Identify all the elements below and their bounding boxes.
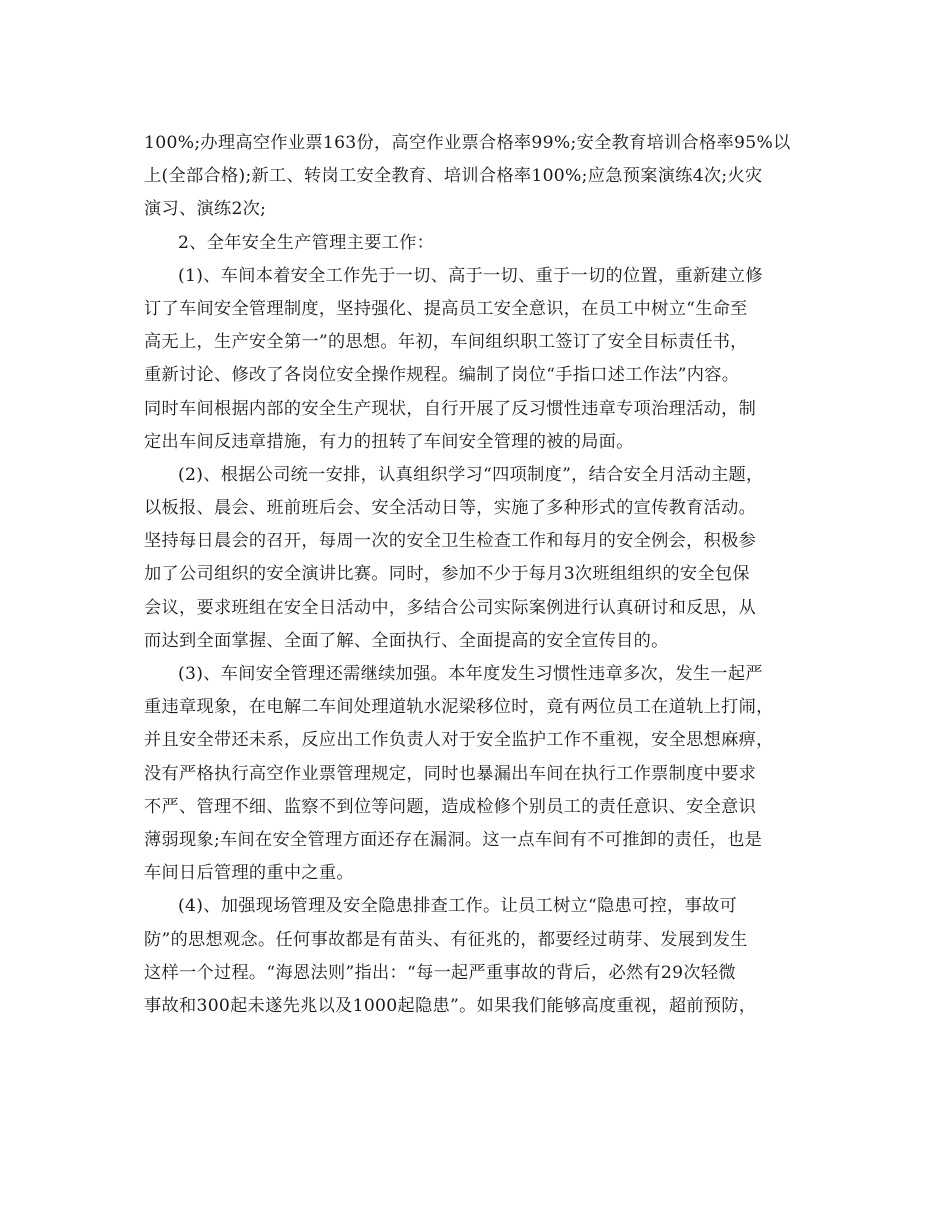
text-line: 而达到全面掌握、全面了解、全面执行、全面提高的安全宣传目的。 — [144, 630, 669, 651]
text-line: 事故和300起未遂先兆以及1000起隐患”。如果我们能够高度重视，超前预防， — [144, 995, 757, 1016]
text-line: 车间日后管理的重中之重。 — [144, 863, 354, 884]
paragraph-start: (2)、根据公司统一安排，认真组织学习“四项制度”，结合安全月活动主题， — [178, 464, 764, 485]
text-line: 薄弱现象;车间在安全管理方面还存在漏洞。这一点车间有不可推卸的责任，也是 — [144, 829, 763, 850]
text-line: 重违章现象，在电解二车间处理道轨水泥梁移位时，竟有两位员工在道轨上打闹， — [144, 697, 774, 718]
text-line: 并且安全带还未系，反应出工作负责人对于安全监护工作不重视，安全思想麻痹， — [144, 730, 774, 751]
paragraph-start: (1)、车间本着安全工作先于一切、高于一切、重于一切的位置，重新建立修 — [178, 265, 763, 286]
text-line: 会议，要求班组在安全日活动中，多结合公司实际案例进行认真研讨和反思，从 — [144, 597, 757, 618]
document-body — [144, 127, 808, 1023]
text-line: 同时车间根据内部的安全生产现状，自行开展了反习惯性违章专项治理活动，制 — [144, 398, 757, 419]
text-line: 演习、演练2次; — [144, 199, 267, 220]
text-line: 坚持每日晨会的召开，每周一次的安全卫生检查工作和每月的安全例会，积极参 — [144, 531, 757, 552]
text-line: 高无上，生产安全第一”的思想。年初，车间组织职工签订了安全目标责任书， — [144, 332, 748, 353]
paragraph-start: (3)、车间安全管理还需继续加强。本年度发生习惯性违章多次，发生一起严 — [178, 664, 763, 684]
text-line: 100%;办理高空作业票163份，高空作业票合格率99%;安全教育培训合格率95%以 — [144, 133, 791, 153]
text-line: 订了车间安全管理制度，坚持强化、提高员工安全意识，在员工中树立“生命至 — [144, 298, 748, 319]
text-line: 防”的思想观念。任何事故都是有苗头、有征兆的，都要经过萌芽、发展到发生 — [144, 929, 748, 950]
text-line: 重新讨论、修改了各岗位安全操作规程。编制了岗位“手指口述工作法”内容。 — [144, 365, 740, 386]
text-line: 没有严格执行高空作业票管理规定，同时也暴漏出车间在执行工作票制度中要求 — [144, 763, 757, 784]
text-line: 加了公司组织的安全演讲比赛。同时，参加不少于每月3次班组组织的安全包保 — [144, 564, 750, 585]
section-heading: 2、全年安全生产管理主要工作： — [178, 232, 435, 253]
text-line: 不严、管理不细、监察不到位等问题，造成检修个别员工的责任意识、安全意识 — [144, 796, 757, 817]
text-line: 上(全部合格);新工、转岗工安全教育、培训合格率100%;应急预案演练4次;火灾 — [144, 166, 763, 187]
text-line: 以板报、晨会、班前班后会、安全活动日等，实施了多种形式的宣传教育活动。 — [144, 498, 757, 519]
text-line: 这样一个过程。“海恩法则”指出：“每一起严重事故的背后，必然有29次轻微 — [144, 962, 736, 983]
text-line: 定出车间反违章措施，有力的扭转了车间安全管理的被的局面。 — [144, 431, 634, 452]
paragraph-start: (4)、加强现场管理及安全隐患排查工作。让员工树立“隐患可控，事故可 — [178, 896, 737, 917]
